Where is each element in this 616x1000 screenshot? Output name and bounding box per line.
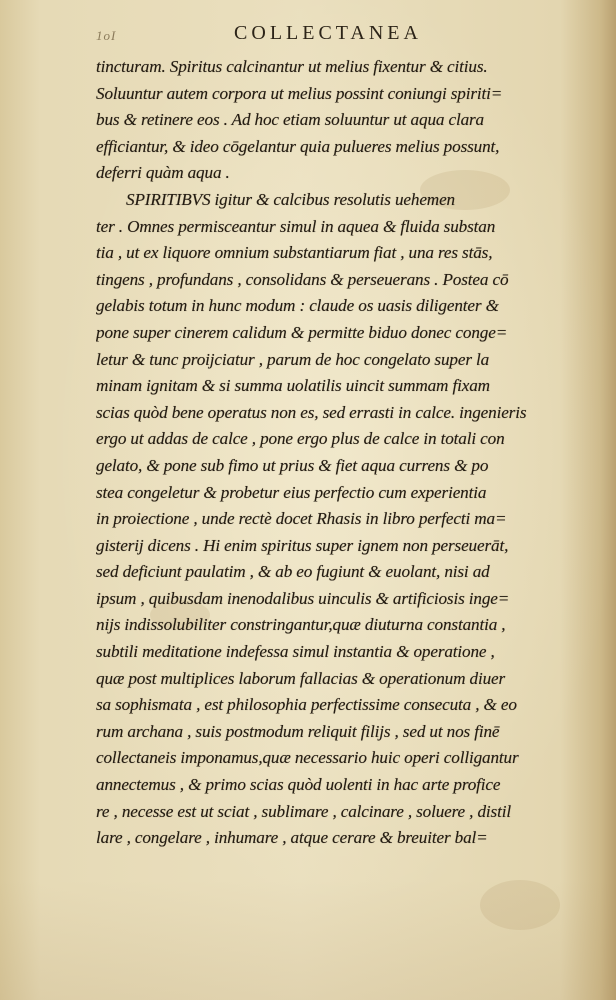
text-line: Soluuntur autem corpora ut melius possint coniungi spiriti= [96,83,503,103]
text-line: pone super cinerem calidum & permitte biduo donec conge= [96,322,508,342]
text-line: gisterij dicens . Hi enim spiritus super ignem non perseuerāt, [96,535,509,555]
text-line: deferri quàm aqua . [96,163,230,183]
text-line: tincturam. Spiritus calcinantur ut melius fixentur & citius. [96,57,488,76]
text-line: ipsum , quibusdam inenodalibus uinculis & artificiosis inge= [96,588,510,608]
text-line: gelato, & pone sub fimo ut prius & fiet aqua currens & po [96,455,489,475]
text-line: efficiantur, & ideo cōgelantur quia pulueres melius possunt, [96,136,500,156]
text-line: ergo ut addas de calce , pone ergo plus de calce in totali con [96,429,505,449]
text-line: annectemus , & primo scias quòd uolenti in hac arte profice [96,775,501,795]
text-line: rum archana , suis postmodum reliquit filijs , sed ut nos finē [96,721,500,741]
text-line: minam ignitam & si summa uolatilis uincit summam fixam [96,376,490,396]
text-line: letur & tunc proijciatur , parum de hoc congelato super la [96,349,490,369]
page-number: 1oI [96,28,117,43]
text-line: ter . Omnes permisceantur simul in aquea & fluida substan [96,216,496,236]
text-line: stea congeletur & probetur eius perfectio cum experientia [96,482,487,502]
text-line: lare , congelare , inhumare , atque cerare & breuiter bal= [96,828,488,848]
page-bottom-shading [0,880,616,1000]
text-line: quæ post multiplices laborum fallacias & operationum diuer [96,668,506,688]
text-line: tia , ut ex liquore omnium substantiarum fiat , una res stās, [96,243,493,263]
text-line: sed deficiunt paulatim , & ab eo fugiunt & euolant, nisi ad [96,562,490,582]
text-line: re , necesse est ut sciat , sublimare , calcinare , soluere , distil [96,801,511,821]
text-line: gelabis totum in hunc modum : claude os uasis diligenter & [96,296,499,316]
body-text [96,54,596,852]
text-line: subtili meditatione indefessa simul instantia & operatione , [96,642,495,662]
text-line: collectaneis imponamus,quæ necessario huic operi colligantur [96,748,519,768]
text-line: nijs indissolubiliter constringantur,quæ diuturna constantia , [96,615,506,635]
text-line: sa sophismata , est philosophia perfectissime consecuta , & eo [96,695,517,715]
text-line: in proiectione , unde rectè docet Rhasis in libro perfecti ma= [96,509,507,529]
text-line: bus & retinere eos . Ad hoc etiam soluuntur ut aqua clara [96,110,485,130]
text-line: scias quòd bene operatus non es, sed errasti in calce. ingenieris [96,402,527,422]
paragraph-start-line: SPIRITIBVS igitur & calcibus resolutis uehemen [126,189,455,209]
running-head: COLLECTANEA [234,22,422,44]
text-line: tingens , profundans , consolidans & perseuerans . Postea cō [96,269,509,289]
